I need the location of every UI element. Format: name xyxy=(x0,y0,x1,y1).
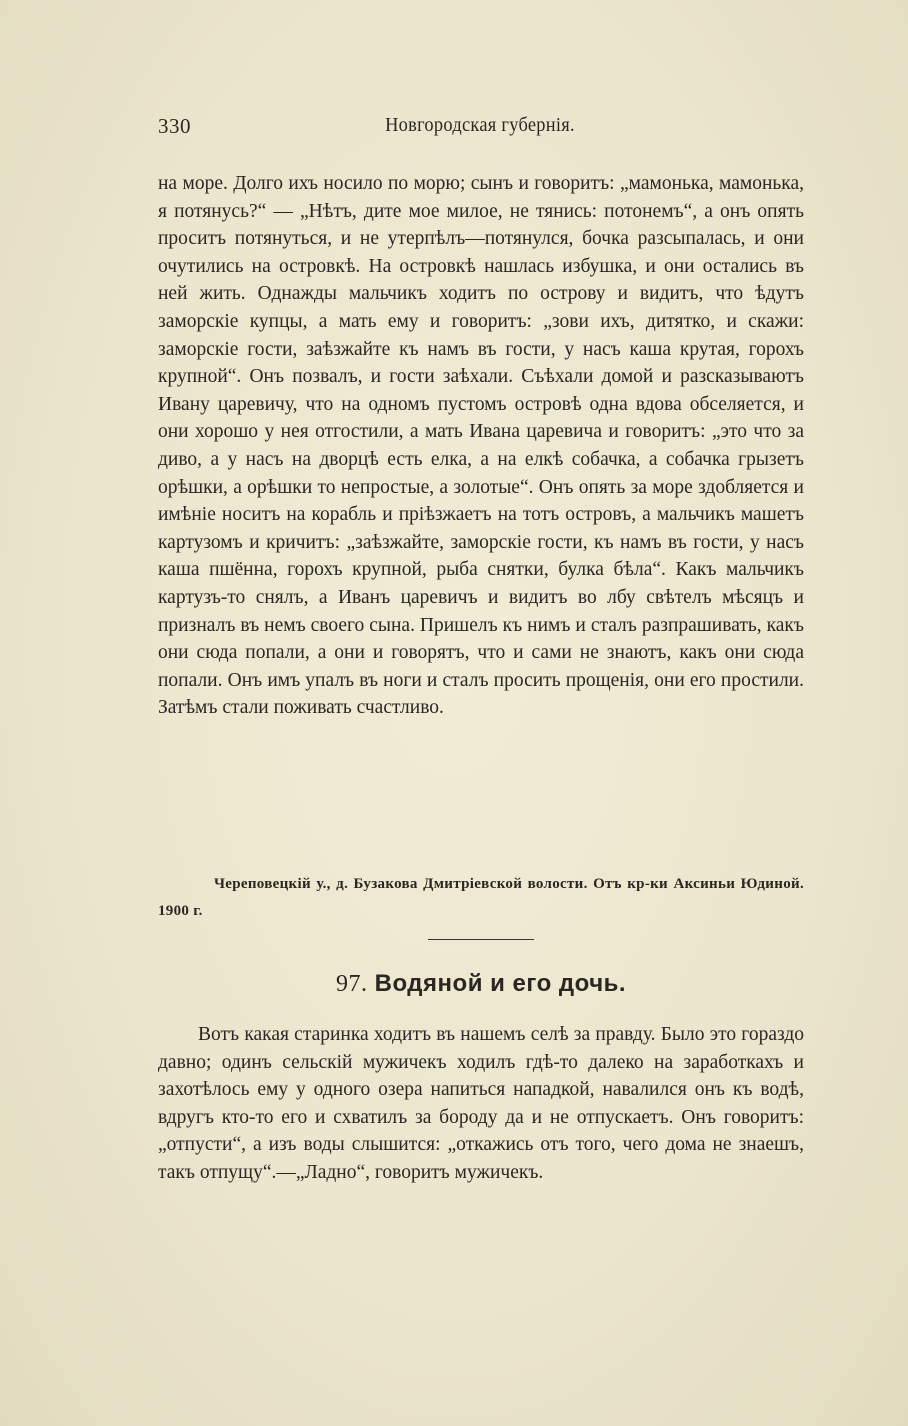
section-number: 97. xyxy=(335,971,368,997)
page-header xyxy=(158,114,802,142)
running-head: Новгородская губернія. xyxy=(385,114,575,136)
source-note: Череповецкій у., д. Бузакова Дмитріевской волости. Отъ кр-ки Аксиньи Юдиной. 1900 г. xyxy=(158,876,804,919)
page-number: 330 xyxy=(158,114,191,138)
section-title: Водяной и его дочь. xyxy=(374,970,627,997)
section-divider xyxy=(428,939,534,940)
story-end-paragraph: на море. Долго ихъ носило по морю; сынъ и говоритъ: „мамонька, мамонька, я потянусь?“ — „Нѣтъ, дите мое милое, не тянись: потонемъ“, а онъ опять проситъ потянуться, и не утерпѣлъ—потянулся, бочка разсыпалась, и они очутились на островкѣ. На островкѣ нашлась избушка, и они остались въ ней жить. Однажды мальчикъ ходитъ по острову и видитъ, что ѣдутъ заморскіе купцы, а мать ему и говоритъ: „зови ихъ, дитятко, и скажи: заморскіе гости, заѣзжайте къ намъ въ гости, у насъ каша крутая, горохъ крупной“. Онъ позвалъ, и гости заѣхали. Съѣхали домой и разсказываютъ Ивану царевичу, что на одномъ пустомъ островѣ одна вдова обселяется, и они хорошо у нея отгостили, а мать Ивана царевича и говоритъ: „это что за диво, а у насъ на дворцѣ есть елка, а на елкѣ собачка, а собачка грызетъ орѣшки, а орѣшки то непростые, а золотые“. Онъ опять за море здобляется и имѣніе носитъ на корабль и пріѣзжаетъ на тотъ островъ, а мальчикъ машетъ картузомъ и кричитъ: „заѣзжайте, заморскіе гости, къ намъ въ гости, у насъ каша пшённа, горохъ крупной, рыба снятки, булка бѣла“. Какъ мальчикъ картузъ-то снялъ, а Иванъ царевичъ и видитъ во лбу свѣтелъ мѣсяцъ и призналъ въ немъ своего сына. Пришелъ къ нимъ и сталъ разпрашивать, какъ они сюда попали, а они и говорятъ, что и сами не знаютъ, какъ они сюда попали. Онъ имъ упалъ въ ноги и сталъ просить прощенія, они его простили. Затѣмъ стали поживать счастливо. xyxy=(158,173,804,719)
section-heading xyxy=(158,970,804,998)
story-start-paragraph: Вотъ какая старинка ходитъ въ нашемъ селѣ за правду. Было это гораздо давно; одинъ сельскій мужичекъ ходилъ гдѣ-то далеко на заработкахъ и захотѣлось ему у одного озера напиться нападкой, навалился онъ къ водѣ, вдругъ кто-то его и схватилъ за бороду да и не отпускаетъ. Онъ говоритъ: „отпусти“, а изъ воды слышится: „откажись отъ того, чего дома не знаешъ, такъ отпущу“.—„Ладно“, говоритъ мужичекъ. xyxy=(158,1024,804,1183)
